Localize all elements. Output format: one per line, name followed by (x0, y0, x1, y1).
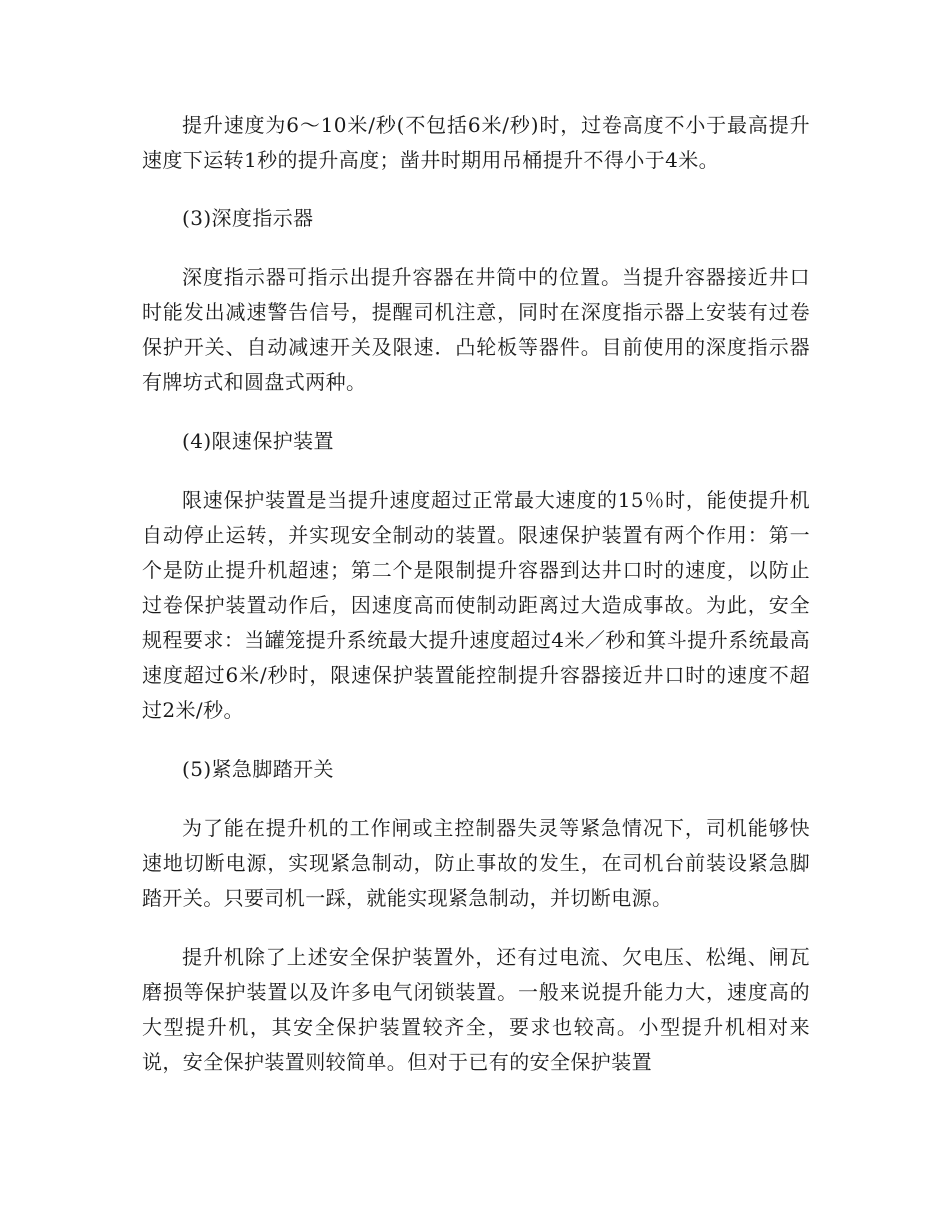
heading-speed-limit-protection: (4)限速保护装置 (182, 429, 334, 453)
document-page (142, 108, 810, 1080)
paragraph-hoisting-speed: 提升速度为6～10米/秒(不包括6米/秒)时，过卷高度不小于最高提升速度下运转1秒的提升高度；凿井时期用吊桶提升不得小于4米。 (142, 113, 810, 172)
paragraph-emergency-foot-switch: 为了能在提升机的工作闸或主控制器失灵等紧急情况下，司机能够快速地切断电源，实现紧急制动，防止事故的发生，在司机台前装设紧急脚踏开关。只要司机一踩，就能实现紧急制动，并切断电源。 (142, 816, 810, 910)
paragraph-depth-indicator: 深度指示器可指示出提升容器在井筒中的位置。当提升容器接近井口时能发出减速警告信号，提醒司机注意，同时在深度指示器上安装有过卷保护开关、自动减速开关及限速．凸轮板等器件。目前使用的深度指示器有牌坊式和圆盘式两种。 (142, 265, 810, 394)
paragraph-speed-limit-protection: 限速保护装置是当提升速度超过正常最大速度的15％时，能使提升机自动停止运转，并实现安全制动的装置。限速保护装置有两个作用：第一个是防止提升机超速；第二个是限制提升容器到达井口时的速度，以防止过卷保护装置动作后，因速度高而使制动距离过大造成事故。为此，安全规程要求：当罐笼提升系统最大提升速度超过4米／秒和箕斗提升系统最高速度超过6米/秒时，限速保护装置能控制提升容器接近井口时的速度不超过2米/秒。 (142, 488, 810, 722)
heading-emergency-foot-switch: (5)紧急脚踏开关 (182, 757, 334, 781)
heading-depth-indicator: (3)深度指示器 (182, 206, 314, 230)
paragraph-other-protections: 提升机除了上述安全保护装置外，还有过电流、欠电压、松绳、闸瓦磨损等保护装置以及许多电气闭锁装置。一般来说提升能力大，速度高的大型提升机，其安全保护装置较齐全，要求也较高。小型提升机相对来说，安全保护装置则较简单。但对于已有的安全保护装置 (142, 945, 810, 1074)
